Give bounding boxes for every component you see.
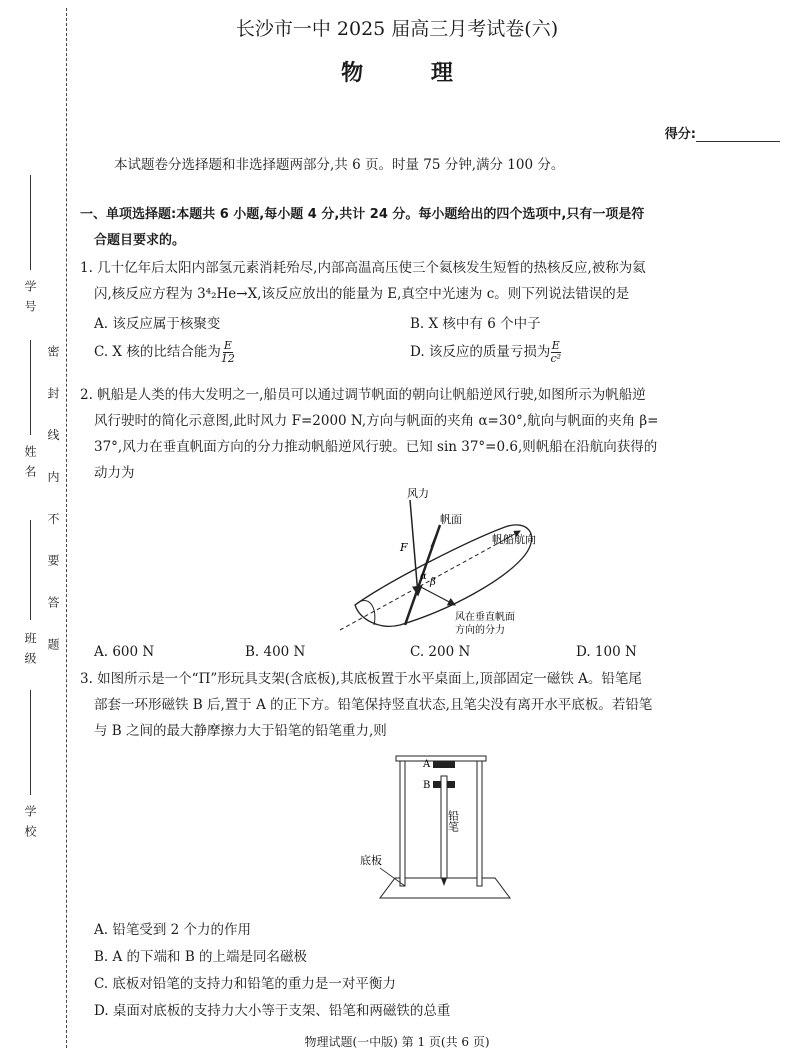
question-2 [80,382,780,486]
sailboat-diagram [330,485,580,635]
q1-option-c-fraction [221,340,235,365]
binding-dashed-line [66,8,67,1048]
q3-option-d[interactable]: D. 桌面对底板的支持力大小等于支架、铅笔和两磁铁的总重 [94,1003,451,1019]
pencil-label: 铅笔 [446,810,460,832]
score-field [665,123,780,142]
student-no-blank[interactable] [30,175,31,270]
stand-top [396,756,486,761]
perpendicular-force-arrow [417,585,455,605]
q2-line1: 2. 帆船是人类的伟大发明之一,船员可以通过调节帆面的朝向让帆船逆风行驶,如图所示为帆船逆 [80,387,646,403]
score-label: 得分: [664,127,696,142]
force-label: F [400,541,408,554]
perp-label-2: 方向的分力 [455,625,505,635]
frac-denominator: c² [550,352,562,365]
perp-label-1: 风在垂直帆面 [455,612,515,623]
q1-option-a[interactable]: A. 该反应属于核聚变 [94,316,221,332]
section-1-line1: 一、单项选择题:本题共 6 小题,每小题 4 分,共计 24 分。每小题给出的四个选项中,只有一项是符 [80,207,645,222]
subject-title: 物 理 [341,60,483,86]
section-1-line2: 合题目要求的。 [94,233,186,248]
q3-line2: 部套一环形磁铁 B 后,置于 A 的正下方。铅笔保持竖直状态,且笔尖没有离开水平底板。若铅笔 [94,697,653,713]
wind-force-arrow [410,500,418,595]
heading-label: 帆船航向 [492,533,536,546]
q1-option-d-fraction [550,340,561,365]
q1-option-c-text: C. X 核的比结合能为 [94,344,221,360]
class-label: 班 级 [23,632,37,666]
sail-label: 帆面 [440,513,462,526]
school-blank[interactable] [30,690,31,795]
magnet-b-label: B [423,780,431,791]
q1-option-c[interactable] [94,340,235,365]
q3-line1: 3. 如图所示是一个“Π”形玩具支架(含底板),其底板置于水平桌面上,顶部固定一磁铁 A。铅笔尾 [80,671,642,687]
q2-option-a[interactable]: A. 600 N [94,644,155,660]
q1-line1: 1. 几十亿年后太阳内部氢元素消耗殆尽,内部高温高压使三个氦核发生短暂的热核反应,被称为氦 [80,260,646,276]
frac-numerator: E [223,339,232,352]
question-3 [80,666,780,744]
name-blank[interactable] [30,340,31,435]
page-footer: 物理试题(一中版) 第 1 页(共 6 页) [304,1035,490,1049]
q3-option-b[interactable]: B. A 的下端和 B 的上端是同名磁极 [94,949,308,965]
magnet-a-label: A [423,759,431,770]
alpha-label: α [420,571,427,582]
q3-line3: 与 B 之间的最大静摩擦力大于铅笔的铅笔重力,则 [94,723,387,739]
base-label: 底板 [360,854,382,867]
stand-left-leg [400,761,405,886]
student-no-label: 学 号 [23,280,37,314]
q1-option-b[interactable]: B. X 核中有 6 个中子 [410,316,541,332]
frac-numerator: E [551,339,560,352]
stand-right-leg [477,761,482,886]
intro-text: 本试题卷分选择题和非选择题两部分,共 6 页。时量 75 分钟,满分 100 分。 [114,157,565,173]
school-label: 学 校 [23,805,37,839]
beta-label: β [430,577,436,588]
section-1-heading [80,202,780,254]
question-1 [80,255,780,307]
q1-option-d[interactable] [410,340,561,365]
magnet-a [433,761,455,768]
wind-label: 风力 [407,487,429,500]
sail-pointer [431,525,440,547]
q1-line2: 闪,核反应方程为 3⁴₂He→X,该反应放出的能量为 E,真空中光速为 c。则下列说法错误的是 [94,286,630,302]
frac-denominator: 12 [220,352,235,365]
score-blank[interactable] [696,129,780,142]
q2-option-d[interactable]: D. 100 N [576,644,637,660]
q2-line4: 动力为 [94,465,135,481]
q2-option-c[interactable]: C. 200 N [410,644,471,660]
name-label: 姓 名 [23,445,37,479]
q2-line2: 风行驶时的简化示意图,此时风力 F=2000 N,方向与帆面的夹角 α=30°,航向与帆面的夹角 β= [94,413,659,429]
sealing-notice: 密 封 线 内 不 要 答 题 [46,345,60,663]
q2-option-b[interactable]: B. 400 N [245,644,306,660]
q2-line3: 37°,风力在垂直帆面方向的分力推动帆船逆风行驶。已知 sin 37°=0.6,则帆船在沿航向获得的 [94,439,658,455]
pencil-stand-diagram [360,748,530,910]
exam-title: 长沙市一中 2025 届高三月考试卷(六) [235,18,559,40]
q1-option-d-text: D. 该反应的质量亏损为 [410,344,551,360]
class-blank[interactable] [30,520,31,620]
q3-option-a[interactable]: A. 铅笔受到 2 个力的作用 [94,922,252,938]
pencil-tip [441,878,447,886]
q3-option-c[interactable]: C. 底板对铅笔的支持力和铅笔的重力是一对平衡力 [94,976,396,992]
